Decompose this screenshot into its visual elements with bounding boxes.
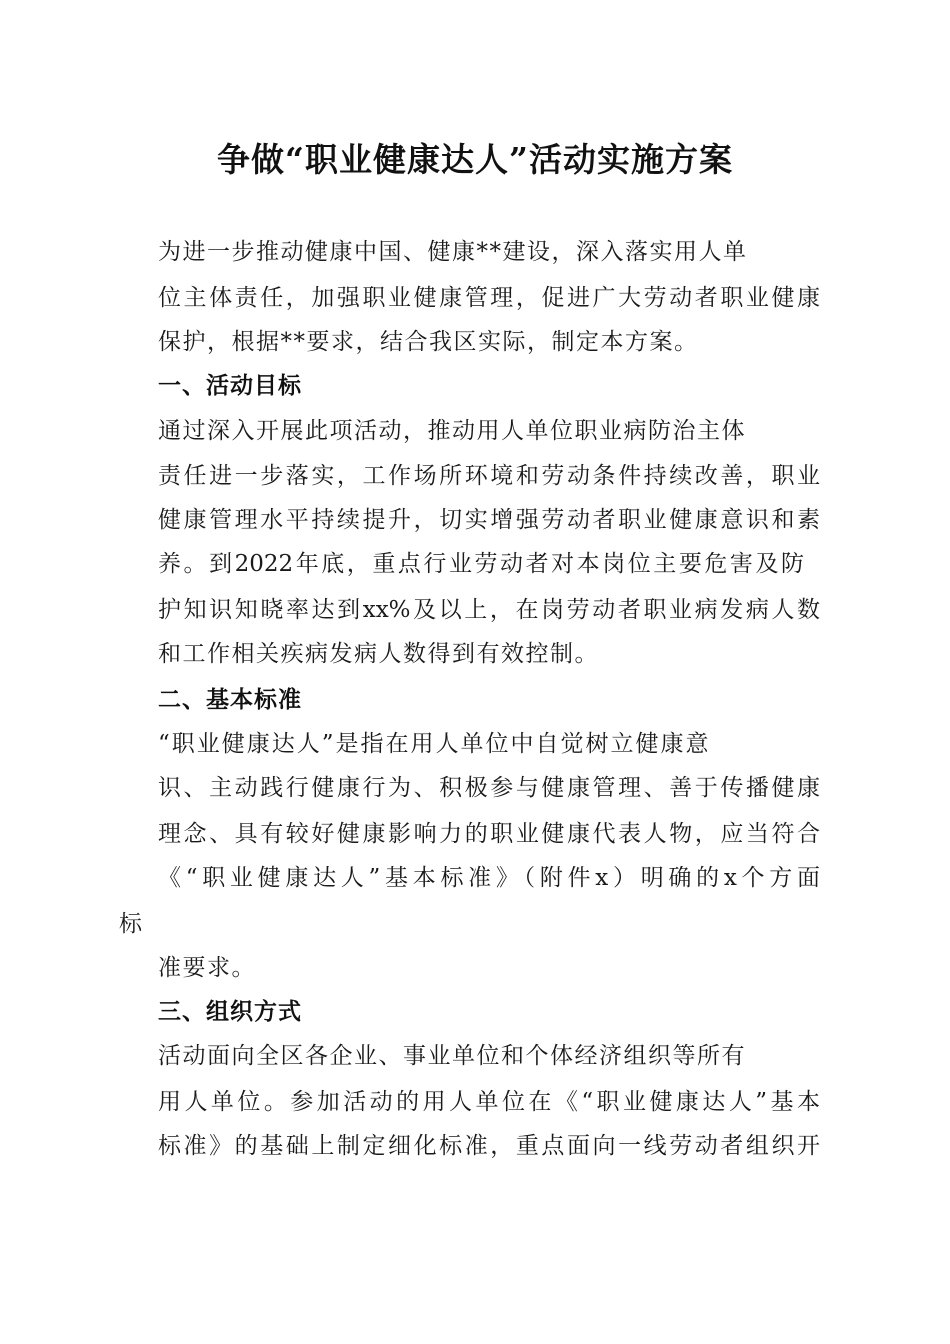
intro-paragraph-line: 为进一步推动健康中国、健康**建设，深入落实用人单 <box>158 239 748 265</box>
organization-paragraph-line: 标准》的基础上制定细化标准，重点面向一线劳动者组织开 <box>158 1133 820 1159</box>
standards-paragraph-line: 理念、具有较好健康影响力的职业健康代表人物，应当符合 <box>158 821 820 847</box>
organization-paragraph-line: 用人单位。参加活动的用人单位在《“职业健康达人”基本 <box>158 1089 820 1115</box>
section-heading-goals: 一、活动目标 <box>158 373 302 399</box>
standards-paragraph-line: 标 <box>119 911 144 937</box>
standards-paragraph-line: 《“职业健康达人”基本标准》（附件x）明确的x个方面 <box>158 865 820 891</box>
goals-paragraph-line: 和工作相关疾病发病人数得到有效控制。 <box>158 641 599 667</box>
goals-paragraph-line: 护知识知晓率达到xx%及以上，在岗劳动者职业病发病人数 <box>158 597 820 623</box>
section-heading-organization: 三、组织方式 <box>158 999 302 1025</box>
intro-paragraph-line: 保护，根据**要求，结合我区实际，制定本方案。 <box>158 329 699 355</box>
document-title: 争做“职业健康达人”活动实施方案 <box>217 140 733 179</box>
goals-paragraph-line: 养。到2022年底，重点行业劳动者对本岗位主要危害及防 <box>158 551 804 577</box>
standards-paragraph-line: 准要求。 <box>158 955 256 981</box>
standards-paragraph-line: 识、主动践行健康行为、积极参与健康管理、善于传播健康 <box>158 775 820 801</box>
goals-paragraph-line: 通过深入开展此项活动，推动用人单位职业病防治主体 <box>158 418 746 444</box>
organization-paragraph-line: 活动面向全区各企业、事业单位和个体经济组织等所有 <box>158 1043 746 1069</box>
section-heading-standards: 二、基本标准 <box>158 687 302 713</box>
standards-paragraph-line: “职业健康达人”是指在用人单位中自觉树立健康意 <box>158 731 711 757</box>
goals-paragraph-line: 责任进一步落实，工作场所环境和劳动条件持续改善，职业 <box>158 463 820 489</box>
intro-paragraph-line: 位主体责任，加强职业健康管理，促进广大劳动者职业健康 <box>158 285 820 311</box>
goals-paragraph-line: 健康管理水平持续提升，切实增强劳动者职业健康意识和素 <box>158 507 820 533</box>
